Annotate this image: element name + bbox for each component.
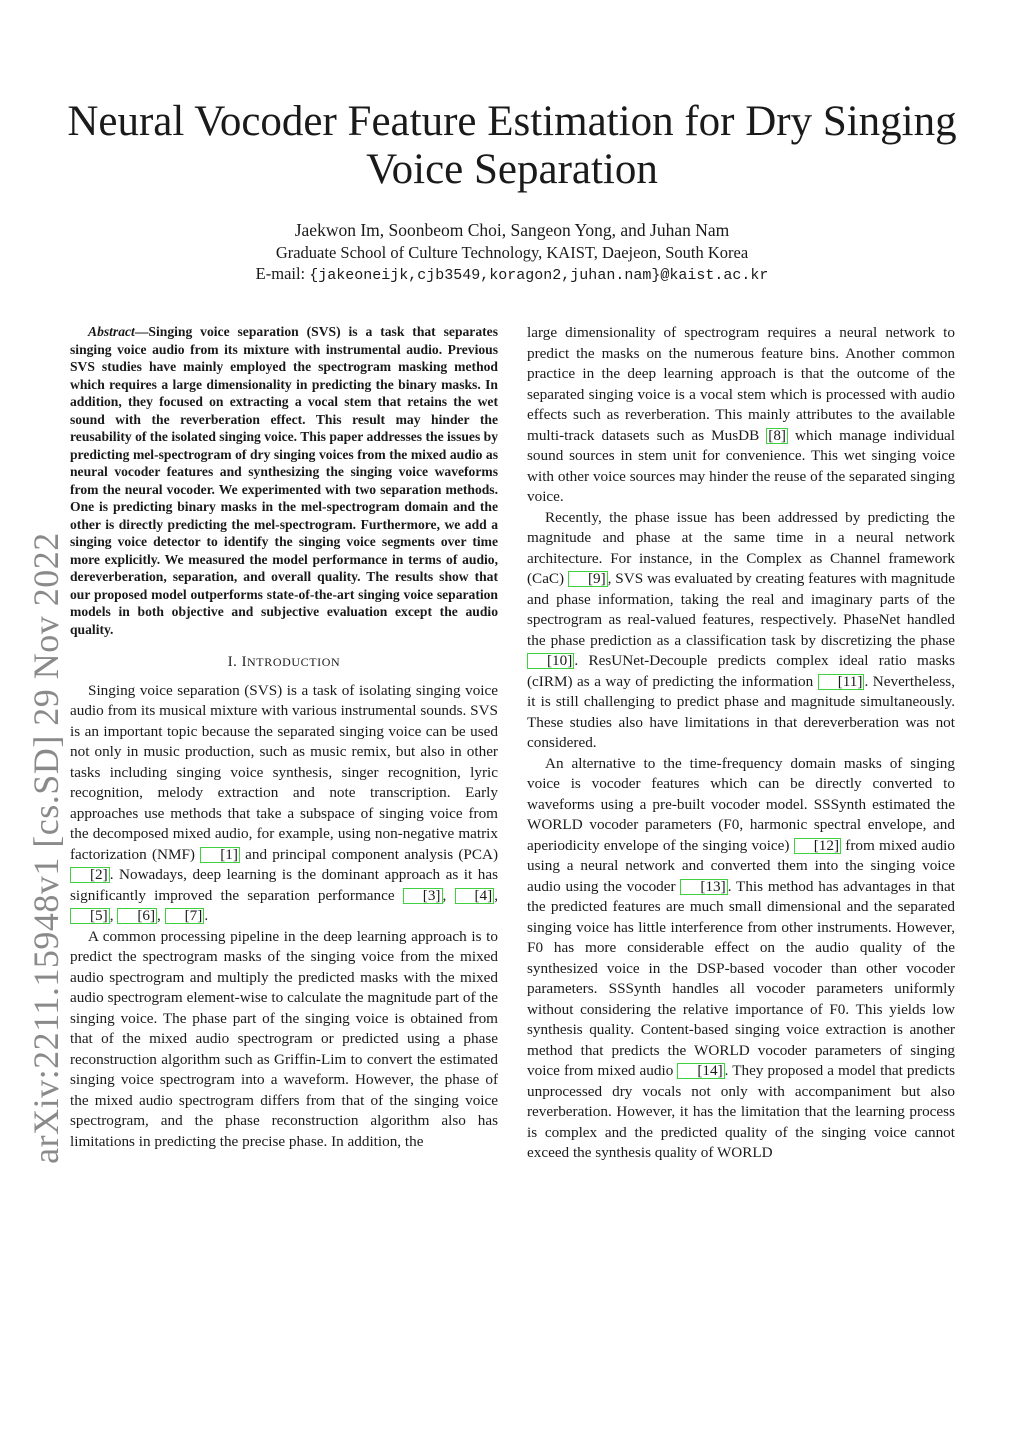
intro-paragraph-2: A common processing pipeline in the deep learning approach is to predict the spectrogram masks of the singing voice from the mixed audio spectrogram and multiply the predicted masks with the mixed audio spectrogram element-wise to calculate the magnitude part of the singing voice. The phase part of the singing voice is obtained from that of the mixed audio spectrogram or predicted using a phase reconstruction algorithm such as Griffin-Lim to convert the estimated singing voice spectrogram into a waveform. However, the phase of the mixed audio spectrogram differs from that of the singing voice spectrogram, and the phase reconstruction algorithm also has limitations in predicting the precise phase. In addition, the xyxy=(70,927,498,1150)
right-column xyxy=(527,323,955,1164)
citation-link[interactable]: [9] xyxy=(568,571,608,587)
arxiv-margin-stamp xyxy=(0,0,70,1448)
citation-link[interactable]: [11] xyxy=(818,674,865,690)
affiliation: Graduate School of Culture Technology, KAIST, Daejeon, South Korea xyxy=(275,243,749,262)
abstract-text: —Singing voice separation (SVS) is a task that separates singing voice audio from its mixture with instrumental audio. Previous SVS studies have mainly employed the spectrogram masking method which requires a large dimensionality in predicting the binary masks. In addition, they focused on extracting a vocal stem that retains the wet sound with the reverberation effect. This result may hinder the reusability of the isolated singing voice. This paper addresses the issues by predicting mel-spectrogram of dry singing voices from the mixed audio as neural vocoder features and synthesizing the singing voice waveforms from the neural vocoder. We experimented with two separation methods. One is predicting binary masks in the mel-spectrogram domain and the other is directly predicting the mel-spectrogram. Furthermore, we add a singing voice detector to identify the singing voice segments over time more explicitly. We measured the model performance in terms of audio, dereverberation, separation, and overall quality. The results show that our proposed model outperforms state-of-the-art singing voice separation models in both objective and subjective evaluation except the audio quality. xyxy=(70,324,499,637)
section-heading-introduction: I. INTRODUCTION xyxy=(227,654,341,670)
citation-link[interactable]: [5] xyxy=(70,908,110,924)
email-addresses: {jakeoneijk,cjb3549,koragon2,juhan.nam}@kaist.ac.kr xyxy=(309,267,769,284)
citation-link[interactable]: [3] xyxy=(403,888,443,904)
left-column xyxy=(70,323,498,1152)
intro-paragraph-3: Recently, the phase issue has been addressed by predicting the magnitude and phase at the same time in a neural network architecture. For instance, in the Complex as Channel framework (CaC) [9] , SVS was evaluated by creating features with magnitude and phase information, taking the real and imaginary parts of the spectrogram as real-valued features, respectively. PhaseNet handled the phase prediction as a classification task by discretizing the phase [10] . ResUNet-Decouple predicts complex ideal ratio masks (cIRM) as a way of predicting the information [11] . Nevertheless, it is still challenging to predict phase and magnitude simultaneously. These studies also have limitations in that dereverberation was not considered. xyxy=(527,508,955,751)
citation-link[interactable]: [7] xyxy=(165,908,205,924)
abstract-label: Abstract xyxy=(88,324,135,339)
citation-link[interactable]: [1] xyxy=(200,847,240,863)
intro-paragraph-1: Singing voice separation (SVS) is a task of isolating singing voice audio from its musical mixture with various instrumental sounds. SVS is an important topic because the separated singing voice can be used not only in music production, such as music remix, but also in other tasks including singing voice synthesis, singer recognition, lyric recognition, melody extraction and note transcription. Early approaches use methods that take a subspace of singing voice from the decomposed mixed audio, for example, using non-negative matrix factorization (NMF) [1] and principal component analysis (PCA) [2] . Nowadays, deep learning is the dominant approach as it has significantly improved the separation performance [3] , [4] , [5] , [6] , [7] . xyxy=(70,681,499,924)
paper-title: Neural Vocoder Feature Estimation for Dry Singing Voice Separation xyxy=(67,98,957,193)
citation-link[interactable]: [2] xyxy=(70,867,110,883)
citation-link[interactable]: [12] xyxy=(794,838,841,854)
email-line xyxy=(60,263,964,286)
intro-paragraph-2-continued: large dimensionality of spectrogram requires a neural network to predict the masks on the numerous feature bins. Another common practice in the deep learning approach is that the outcome of the separated singing voice is a vocal stem which is processed with audio effects such as reverberation. This mainly attributes to the available multi-track datasets such as MusDB [8] which manage individual sound sources in stem unit for convenience. This wet singing voice with other voice sources may hinder the reuse of the separated singing voice. xyxy=(527,324,955,505)
citation-link[interactable]: [6] xyxy=(117,908,157,924)
abstract xyxy=(70,323,498,638)
arxiv-id: arXiv:2211.15948v1 [cs.SD] 29 Nov 2022 xyxy=(26,532,66,1164)
intro-paragraph-4: An alternative to the time-frequency domain masks of singing voice is vocoder features which can be directly converted to waveforms using a pre-built vocoder model. SSSynth estimated the WORLD vocoder parameters (F0, harmonic spectral envelope, and aperiodicity envelope of the singing voice) [12] from mixed audio using a neural network and converted them into the singing voice audio using the vocoder [13] . This method has advantages in that the predicted features are much small dimensional and the separated singing voice has little interference from other instruments. However, F0 has more considerable effect on the audio quality of the synthesized voice in the DSP-based vocoder than other vocoder parameters. SSSynth handles all vocoder parameters uniformly without considering the relative importance of F0. This yields low synthesis quality. Content-based singing voice extraction is another method that predicts the WORLD vocoder parameters of singing voice from mixed audio [14] . They proposed a model that predicts unprocessed dry vocals not only with accompaniment but also reverberation. However, it has the limitation that the learning process is complex and the predicted quality of the singing voice cannot exceed the synthesis quality of WORLD xyxy=(527,754,955,1161)
citation-link[interactable]: [10] xyxy=(527,653,574,669)
citation-link[interactable]: [14] xyxy=(677,1063,724,1079)
email-label: E-mail: xyxy=(255,264,306,283)
citation-link[interactable]: [8] xyxy=(768,426,786,444)
author-list: Jaekwon Im, Soonbeom Choi, Sangeon Yong, and Juhan Nam xyxy=(294,220,730,240)
citation-link[interactable]: [4] xyxy=(455,888,495,904)
citation-link[interactable]: [13] xyxy=(680,879,727,895)
